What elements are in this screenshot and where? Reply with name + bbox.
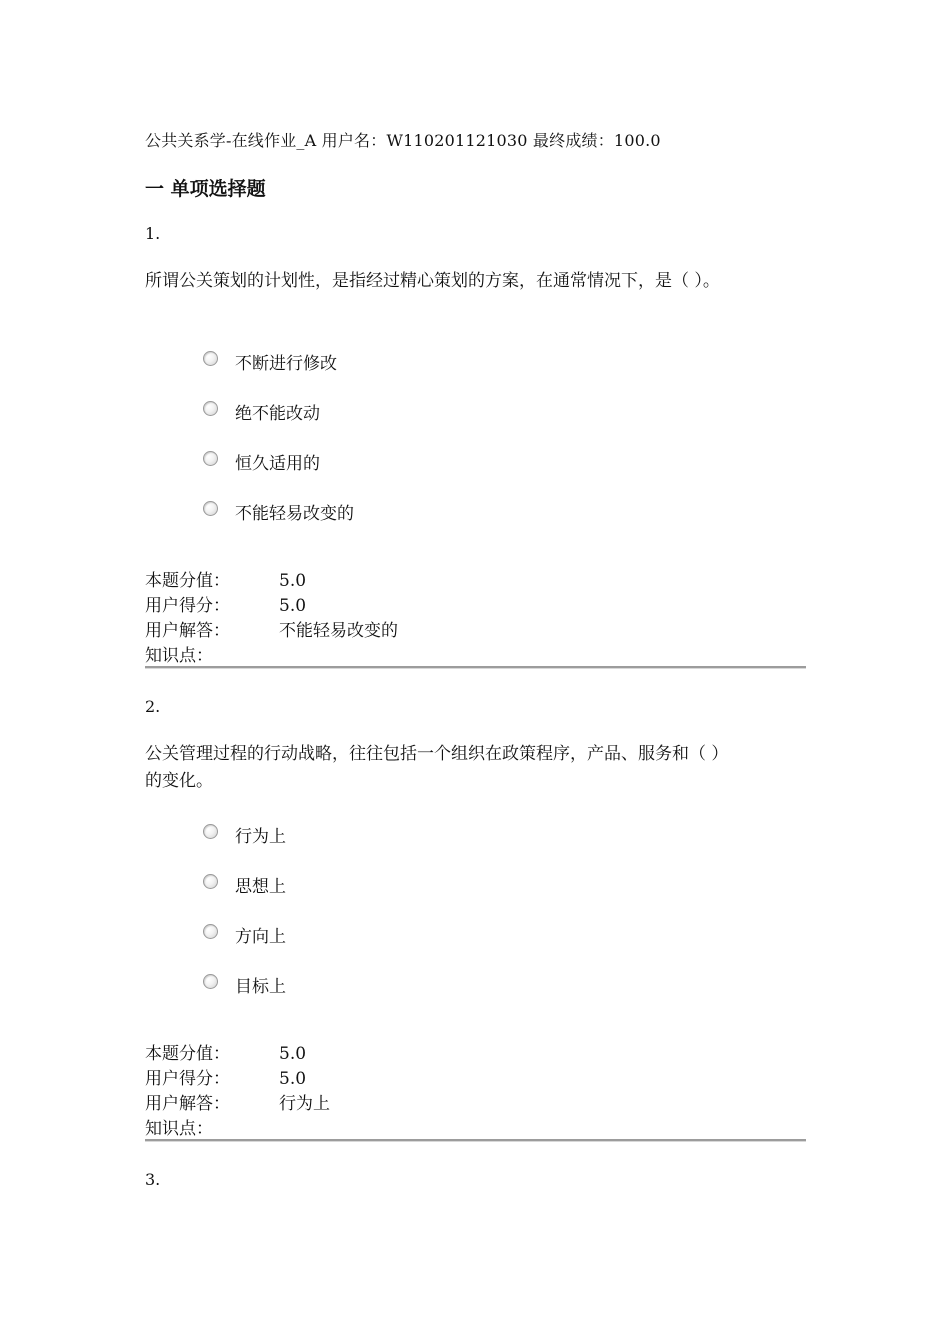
question-divider (145, 1139, 806, 1142)
question-text: 公关管理过程的行动战略，往往包括一个组织在政策程序，产品、服务和（ ）的变化。 (145, 744, 729, 791)
score-summary (145, 1042, 807, 1142)
option-item[interactable] (203, 821, 286, 847)
radio-button-icon[interactable] (203, 351, 218, 366)
radio-button-icon[interactable] (203, 924, 218, 939)
score-value: 5.0 (279, 571, 307, 591)
score-value: 5.0 (279, 1044, 307, 1064)
option-item[interactable] (203, 398, 320, 424)
radio-button-icon[interactable] (203, 501, 218, 516)
user-score: 5.0 (279, 596, 307, 616)
option-label: 不能轻易改变的 (235, 503, 354, 524)
radio-button-icon[interactable] (203, 451, 218, 466)
question-text: 所谓公关策划的计划性，是指经过精心策划的方案，在通常情况下，是（ ）。 (145, 271, 720, 291)
option-label: 不断进行修改 (235, 353, 337, 374)
user-answer: 行为上 (279, 1094, 330, 1114)
user-score-label: 用户得分： (145, 1069, 230, 1089)
score-row (145, 594, 807, 619)
score-row (145, 569, 807, 594)
option-item[interactable] (203, 971, 286, 997)
option-item[interactable] (203, 448, 320, 474)
option-label: 行为上 (235, 826, 286, 847)
radio-button-icon[interactable] (203, 874, 218, 889)
option-label: 恒久适用的 (235, 453, 320, 474)
option-label: 思想上 (235, 876, 286, 897)
user-score-label: 用户得分： (145, 596, 230, 616)
option-item[interactable] (203, 921, 286, 947)
option-item[interactable] (203, 498, 354, 524)
section-title: 一 单项选择题 (145, 178, 266, 200)
knowledge-label: 知识点： (145, 646, 213, 666)
option-item[interactable] (203, 871, 286, 897)
score-row (145, 619, 807, 644)
radio-button-icon[interactable] (203, 974, 218, 989)
user-answer: 不能轻易改变的 (279, 621, 398, 641)
score-value-label: 本题分值： (145, 1044, 230, 1064)
score-row (145, 1092, 807, 1117)
option-item[interactable] (203, 348, 337, 374)
score-summary (145, 569, 807, 669)
page-header: 公共关系学-在线作业_A 用户名：W110201121030 最终成绩：100.0 (145, 131, 661, 150)
score-row (145, 1067, 807, 1092)
question-number: 3. (145, 1170, 161, 1189)
option-label: 目标上 (235, 976, 286, 997)
question-divider (145, 666, 806, 669)
radio-button-icon[interactable] (203, 401, 218, 416)
option-label: 绝不能改动 (235, 403, 320, 424)
option-label: 方向上 (235, 926, 286, 947)
score-value-label: 本题分值： (145, 571, 230, 591)
user-answer-label: 用户解答： (145, 1094, 230, 1114)
question-number: 2. (145, 697, 161, 716)
user-score: 5.0 (279, 1069, 307, 1089)
question-number: 1. (145, 224, 161, 243)
score-row (145, 1042, 807, 1067)
radio-button-icon[interactable] (203, 824, 218, 839)
knowledge-label: 知识点： (145, 1119, 213, 1139)
user-answer-label: 用户解答： (145, 621, 230, 641)
